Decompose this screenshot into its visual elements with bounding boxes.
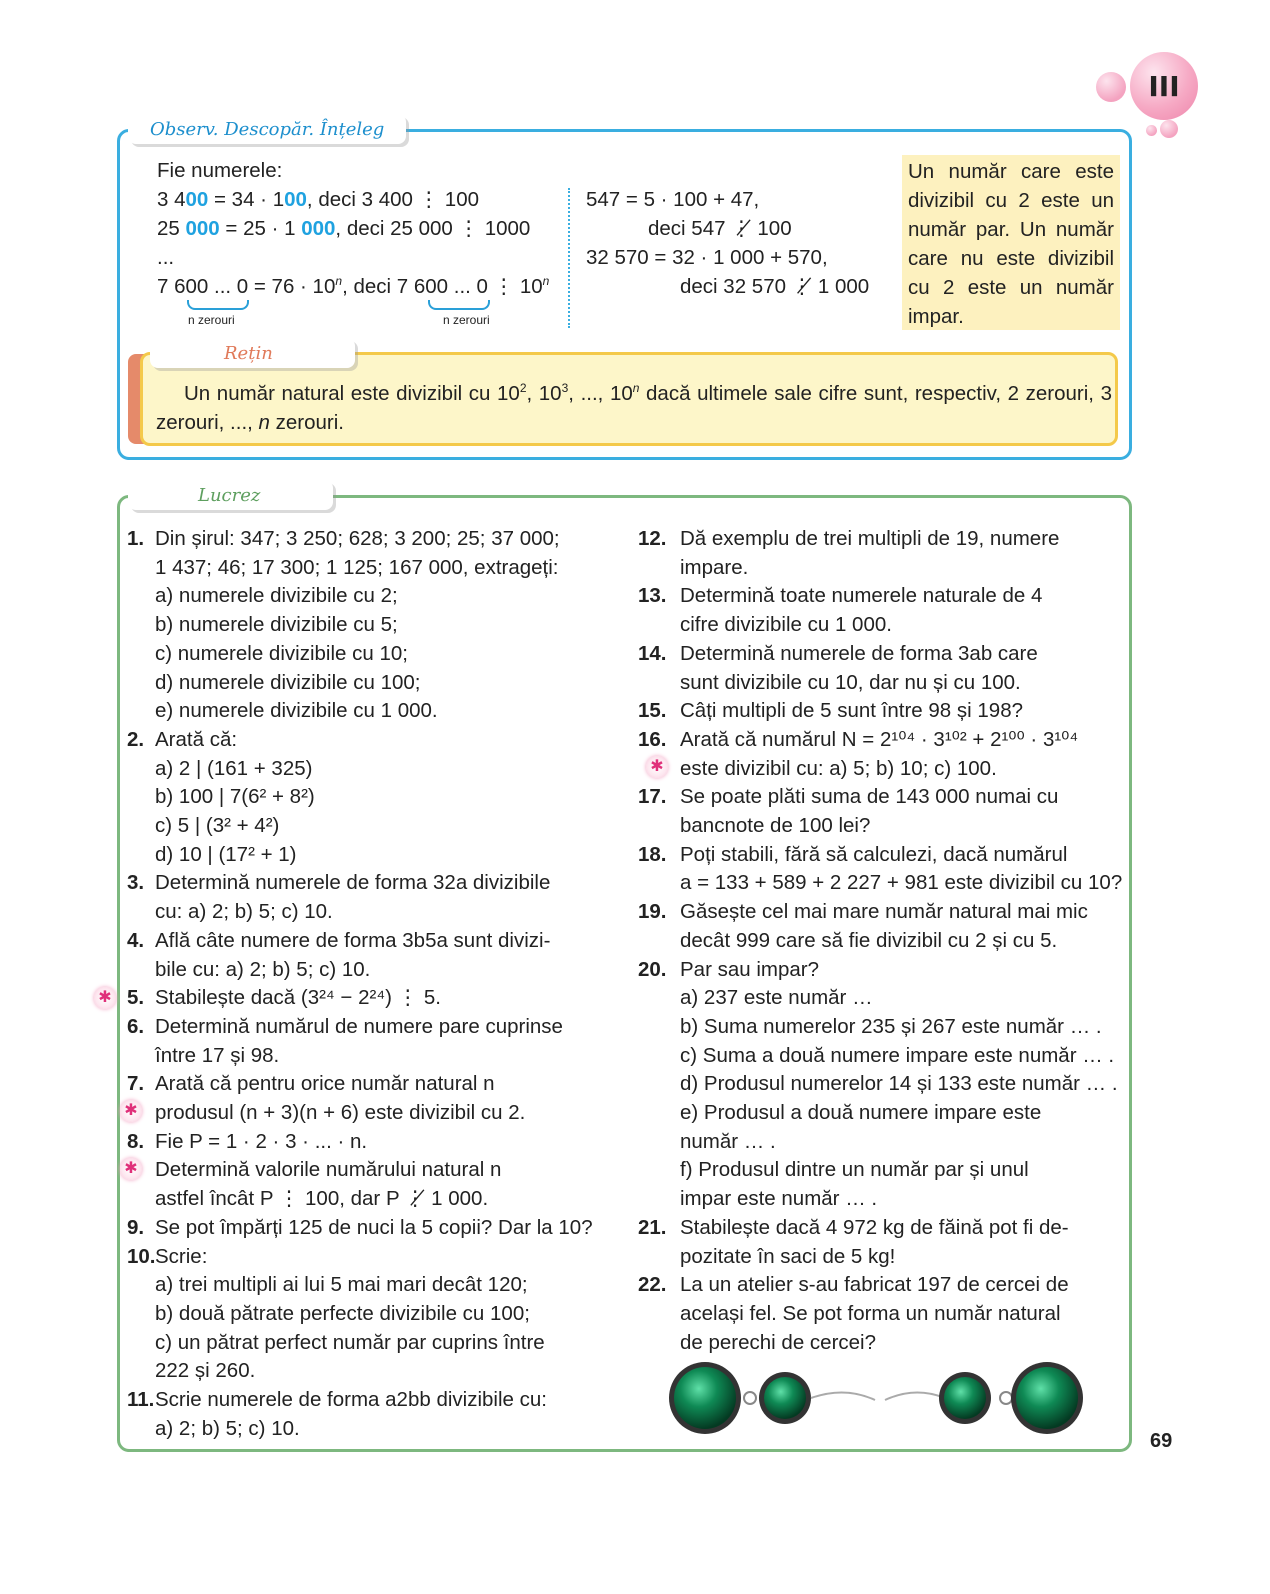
exercise-line: Din șirul: 347; 3 250; 628; 3 200; 25; 37 000;: [155, 527, 560, 550]
exercise-line: pozitate în saci de 5 kg!: [680, 1244, 896, 1268]
exercise-number: 15.: [638, 699, 667, 723]
difficulty-star-icon: ✱: [120, 1100, 142, 1122]
earrings-illustration: [665, 1360, 1095, 1440]
chapter-badge: [1130, 52, 1198, 120]
exercise-line: Determină numerele de forma 3ab care: [680, 641, 1038, 665]
exercise-line: Stabilește dacă (3²⁴ − 2²⁴) ⋮ 5.: [155, 986, 441, 1010]
exercise-line: d) Produsul numerelor 14 și 133 este număr … .: [680, 1072, 1118, 1096]
exercise-line: c) Suma a două numere impare este număr … .: [680, 1043, 1115, 1067]
exercise-line: Determină numerele de forma 32a divizibile: [155, 871, 551, 895]
observ-right-2: deci 547 ⋮̸ 100: [648, 217, 792, 240]
brace-underline: [187, 300, 249, 310]
exercise-number: 20.: [638, 957, 667, 981]
exercise-line: 222 și 260.: [155, 1359, 256, 1383]
bubble-decoration: [1096, 72, 1126, 102]
exercise-line: a) 2 | (161 + 325): [155, 756, 313, 780]
observ-right-3: 32 570 = 32 · 1 000 + 570,: [586, 246, 828, 269]
exercise-line: b) două pătrate perfecte divizibile cu 100;: [155, 1301, 530, 1325]
exercise-line: c) 5 | (3² + 4²): [155, 814, 280, 837]
exercise-number: 1.: [127, 527, 145, 550]
exercise-line: cu: a) 2; b) 5; c) 10.: [155, 900, 333, 924]
exercise-number: 19.: [638, 900, 667, 924]
exercise-line: este divizibil cu: a) 5; b) 10; c) 100.: [680, 756, 997, 780]
exercise-number: 11.: [127, 1388, 155, 1411]
exercise-line: Determină valorile numărului natural n: [155, 1158, 502, 1182]
gem-stone: [764, 1377, 806, 1419]
ear-hook: [811, 1392, 875, 1400]
exercise-line: f) Produsul dintre un număr par și unul: [680, 1158, 1029, 1182]
exercise-line: La un atelier s-au fabricat 197 de cercei de: [680, 1273, 1069, 1297]
observ-right-4: deci 32 570 ⋮̸ 1 000: [680, 275, 870, 298]
exercise-line: Poți stabili, fără să calculezi, dacă numărul: [680, 842, 1068, 866]
exercise-line: b) 100 | 7(6² + 8²): [155, 785, 315, 809]
exercise-line: a) 2; b) 5; c) 10.: [155, 1416, 300, 1440]
exercise-line: a) 237 este număr …: [680, 986, 873, 1010]
divider: [568, 188, 570, 328]
n-zerouri-label: n zerouri: [188, 313, 235, 327]
exercise-number: 10.: [127, 1244, 156, 1268]
exercise-line: Află câte numere de forma 3b5a sunt divizi-: [155, 928, 551, 952]
difficulty-star-icon: ✱: [94, 987, 116, 1009]
exercise-line: c) numerele divizibile cu 10;: [155, 641, 408, 665]
observ-line-4: 7 600 ... $0 = 76 \cdot 10^n$, deci 7 600 ... 0 ⋮ 10$^n$: [157, 274, 550, 298]
exercise-number: 6.: [127, 1014, 145, 1038]
exercise-line: 1 437; 46; 17 300; 1 125; 167 000, extrageți:: [155, 555, 559, 579]
exercise-line: de perechi de cercei?: [680, 1330, 877, 1354]
retin-tab: Rețin: [150, 338, 355, 368]
exercise-line: c) un pătrat perfect număr par cuprins între: [155, 1330, 545, 1354]
retin-text: Un număr natural este divizibil cu $10^2$, $10^3$, ..., 10$^n$ dacă ultimele sale cifre sunt, respectiv, 2 zerouri, 3 zerouri, ..., n zerouri.: [156, 381, 1112, 434]
exercise-number: 2.: [127, 727, 145, 751]
exercise-number: 22.: [638, 1273, 667, 1297]
exercise-line: Fie P = 1 · 2 · 3 · ... · n.: [155, 1129, 368, 1153]
exercise-number: 17.: [638, 785, 667, 809]
exercise-line: sunt divizibile cu 10, dar nu și cu 100.: [680, 670, 1021, 694]
exercise-number: 9.: [127, 1215, 145, 1239]
exercise-line: Se poate plăti suma de 143 000 numai cu: [680, 785, 1059, 809]
exercise-line: Arată că:: [155, 727, 238, 751]
exercise-line: Determină toate numerele naturale de 4: [680, 584, 1043, 608]
exercise-line: Determină numărul de numere pare cuprinse: [155, 1014, 563, 1038]
exercise-line: astfel încât P ⋮ 100, dar P ⋮̸ 1 000.: [155, 1187, 489, 1211]
exercise-number: 18.: [638, 842, 667, 866]
exercise-line: între 17 și 98.: [155, 1043, 280, 1067]
exercise-line: b) numerele divizibile cu 5;: [155, 613, 398, 637]
exercise-number: 7.: [127, 1072, 145, 1096]
exercise-line: Scrie numerele de forma a2bb divizibile cu:: [155, 1388, 547, 1411]
observ-right-1: 547 = 5 · 100 + 47,: [586, 188, 760, 211]
exercise-line: e) Produsul a două numere impare este: [680, 1101, 1042, 1124]
link-ring: [1000, 1392, 1012, 1404]
exercise-line: Arată că pentru orice număr natural n: [155, 1072, 495, 1096]
ear-hook: [885, 1392, 945, 1400]
exercise-line: Stabilește dacă 4 972 kg de făină pot fi de-: [680, 1215, 1069, 1239]
exercise-line: Câți multipli de 5 sunt între 98 și 198?: [680, 699, 1023, 723]
exercise-line: Par sau impar?: [680, 957, 820, 981]
exercise-line: Scrie:: [155, 1244, 208, 1268]
exercise-number: 4.: [127, 928, 145, 952]
exercise-line: impare.: [680, 555, 749, 579]
exercise-line: d) 10 | (17² + 1): [155, 842, 297, 866]
observ-intro: Fie numerele:: [157, 159, 283, 182]
exercise-line: bancnote de 100 lei?: [680, 814, 871, 837]
brace-underline: [428, 300, 490, 310]
exercise-line: Găsește cel mai mare număr natural mai mic: [680, 900, 1088, 924]
exercise-line: d) numerele divizibile cu 100;: [155, 670, 421, 694]
exercise-number: 5.: [127, 986, 145, 1010]
gem-stone: [944, 1377, 986, 1419]
exercise-line: același fel. Se pot forma un număr natural: [680, 1301, 1061, 1325]
exercise-line: impar este număr … .: [680, 1187, 878, 1211]
exercise-line: produsul (n + 3)(n + 6) este divizibil cu 2.: [155, 1101, 526, 1124]
page-number: 69: [1150, 1430, 1173, 1452]
bubble-decoration: [1160, 120, 1178, 138]
exercise-line: a = 133 + 589 + 2 227 + 981 este divizibil cu 10?: [680, 871, 1123, 895]
n-zerouri-label: n zerouri: [443, 313, 490, 327]
lucrez-tab: Lucrez: [128, 480, 333, 510]
exercise-number: 8.: [127, 1129, 145, 1153]
par-impar-note: Un număr care este divizibil cu 2 este un număr par. Un număr care nu este divizibil cu 2 este un număr impar.: [902, 155, 1120, 330]
observ-tab: Observ. Descopăr. Înțeleg: [128, 114, 406, 144]
exercise-line: b) Suma numerelor 235 și 267 este număr … .: [680, 1014, 1102, 1038]
gem-stone: [1016, 1367, 1078, 1429]
exercise-number: 3.: [127, 871, 145, 895]
exercise-line: a) trei multipli ai lui 5 mai mari decât 120;: [155, 1273, 528, 1297]
exercise-line: e) numerele divizibile cu 1 000.: [155, 699, 438, 723]
observ-line-2: 25 000 = 25 · 1 000, deci 25 000 ⋮ 1000: [157, 217, 531, 240]
exercise-number: 16.: [638, 727, 667, 751]
exercise-line: a) numerele divizibile cu 2;: [155, 584, 398, 608]
difficulty-star-icon: ✱: [120, 1158, 142, 1180]
link-ring: [744, 1392, 756, 1404]
chapter-number: III: [1148, 69, 1180, 103]
exercise-number: 12.: [638, 527, 667, 550]
exercise-line: decât 999 care să fie divizibil cu 2 și cu 5.: [680, 928, 1058, 952]
difficulty-star-icon: ✱: [646, 756, 668, 778]
exercise-line: cifre divizibile cu 1 000.: [680, 613, 892, 637]
exercise-number: 14.: [638, 641, 667, 665]
observ-line-1: 3 400 = 34 · 100, deci 3 400 ⋮ 100: [157, 188, 480, 211]
exercise-number: 21.: [638, 1215, 667, 1239]
exercise-line: Dă exemplu de trei multipli de 19, numere: [680, 527, 1060, 550]
exercise-line: bile cu: a) 2; b) 5; c) 10.: [155, 957, 371, 981]
gem-stone: [674, 1367, 736, 1429]
exercise-line: Arată că numărul N = 2¹⁰⁴ · 3¹⁰² + 2¹⁰⁰ · 3¹⁰⁴: [680, 727, 1079, 751]
exercise-number: 13.: [638, 584, 667, 608]
observ-line-3: ...: [157, 246, 175, 269]
exercise-line: Se pot împărți 125 de nuci la 5 copii? Dar la 10?: [155, 1215, 593, 1239]
exercise-line: număr … .: [680, 1129, 776, 1153]
bubble-decoration: [1146, 125, 1157, 136]
